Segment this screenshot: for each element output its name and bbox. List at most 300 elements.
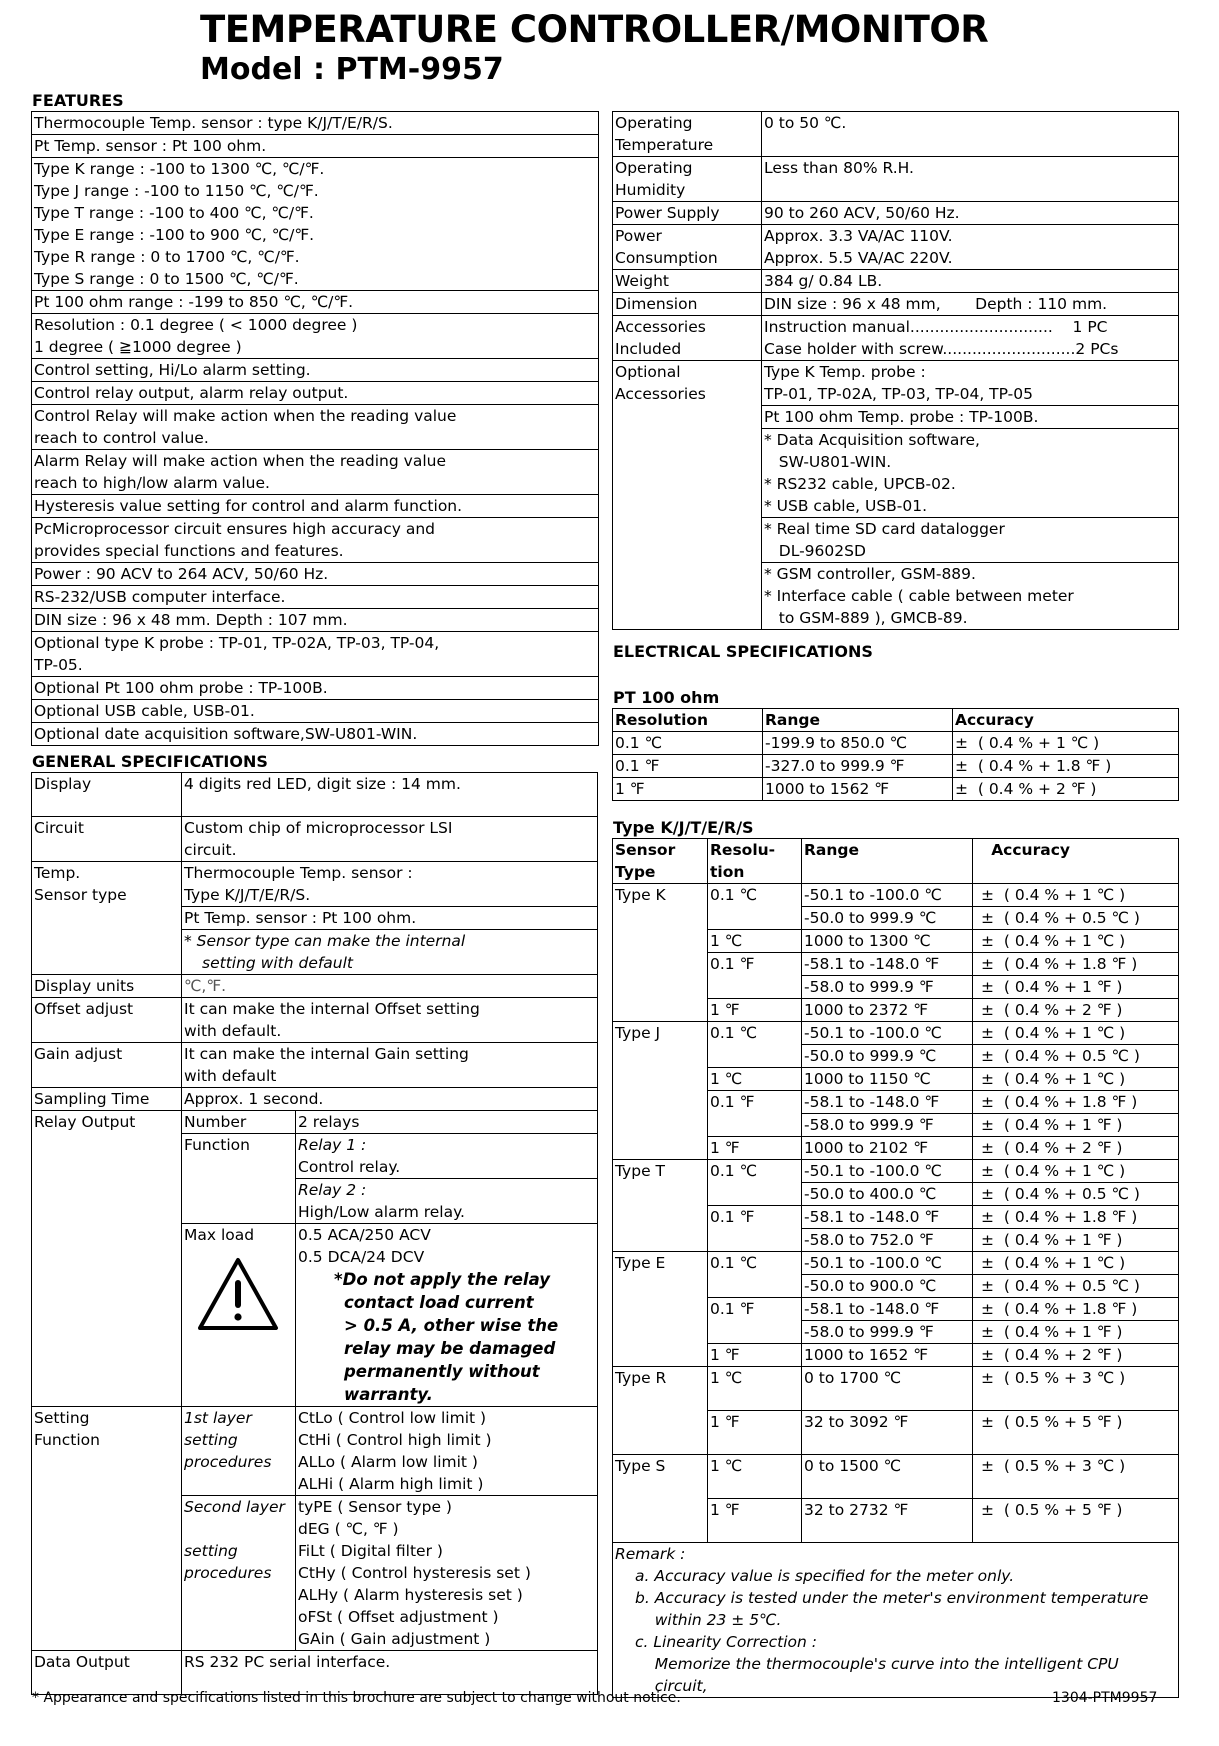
feature-line: PcMicroprocessor circuit ensures high accuracy and xyxy=(34,520,436,538)
feature-line: Thermocouple Temp. sensor : type K/J/T/E/R/S. xyxy=(34,114,393,132)
relay2-title: Relay 2 : xyxy=(298,1181,367,1199)
accuracy-cell: ± ( 0.4 % + 1.8 ℉ ) xyxy=(973,1091,1179,1114)
accuracy-cell: ± ( 0.4 % + 1.8 ℉ ) xyxy=(973,1206,1179,1229)
optional-accessory-line: SW-U801-WIN. xyxy=(764,453,892,471)
spec-value xyxy=(762,225,1179,270)
feature-row xyxy=(32,382,599,405)
accuracy-cell: ± ( 0.4 % + 1.8 ℉ ) xyxy=(973,953,1179,976)
spec-value-line: Less than 80% R.H. xyxy=(764,159,914,177)
range-cell: 0 to 1500 ℃ xyxy=(802,1455,973,1499)
feature-row xyxy=(32,495,599,518)
feature-row xyxy=(32,135,599,158)
table-row xyxy=(613,1455,1179,1499)
optional-accessory-group xyxy=(762,406,1179,429)
spec-value-line: 384 g/ 0.84 LB. xyxy=(764,272,883,290)
spec-label-line: Dimension xyxy=(615,295,698,313)
column-header xyxy=(973,839,1179,884)
accuracy-cell: ± ( 0.4 % + 1.8 ℉ ) xyxy=(973,1298,1179,1321)
column-header-line: Range xyxy=(804,841,860,859)
maxload-label: Max load xyxy=(184,1226,255,1244)
resolution-cell: 0.1 ℉ xyxy=(708,1298,802,1344)
optional-accessory-line: * RS232 cable, UPCB-02. xyxy=(764,475,956,493)
feature-line: Control relay output, alarm relay output. xyxy=(34,384,349,402)
spec-row-relay-number xyxy=(32,1111,598,1134)
spec-label xyxy=(613,270,762,293)
feature-line: Power : 90 ACV to 264 ACV, 50/60 Hz. xyxy=(34,565,329,583)
feature-line: RS-232/USB computer interface. xyxy=(34,588,286,606)
feature-line: Alarm Relay will make action when the reading value xyxy=(34,452,446,470)
line: procedures xyxy=(184,1564,272,1582)
table-row xyxy=(613,1160,1179,1183)
spec-value: ℃,℉. xyxy=(182,975,598,998)
feature-row xyxy=(32,405,599,450)
spec-row-layer1 xyxy=(32,1407,598,1496)
line: CtLo ( Control low limit ) xyxy=(298,1409,487,1427)
column-header-line: Accuracy xyxy=(975,841,1070,859)
spec-value-line: Thermocouple Temp. sensor : xyxy=(184,864,413,882)
spec-row-sensor-tc xyxy=(32,862,598,907)
accuracy-cell: ± ( 0.4 % + 1 ℃ ) xyxy=(973,1252,1179,1275)
line: ALHy ( Alarm hysteresis set ) xyxy=(298,1586,523,1604)
feature-item xyxy=(32,563,599,586)
spec-label xyxy=(613,202,762,225)
resolution-cell: 1 ℃ xyxy=(708,1068,802,1091)
spec-value-line: It can make the internal Offset setting xyxy=(184,1000,480,1018)
spec-label-line: Operating xyxy=(615,159,693,177)
maxload-dc: 0.5 DCA/24 DCV xyxy=(298,1248,425,1266)
line: tyPE ( Sensor type ) xyxy=(298,1498,452,1516)
line: dEG ( ℃, ℉ ) xyxy=(298,1520,399,1538)
feature-row xyxy=(32,586,599,609)
resolution-cell: 1 ℉ xyxy=(708,1411,802,1455)
resolution-cell: 0.1 ℃ xyxy=(708,884,802,930)
line: oFSt ( Offset adjustment ) xyxy=(298,1608,499,1626)
feature-line: reach to high/low alarm value. xyxy=(34,474,270,492)
electrical-specs-heading: ELECTRICAL SPECIFICATIONS xyxy=(613,642,873,661)
remark-line: Memorize the thermocouple's curve into the intelligent CPU xyxy=(635,1655,1119,1673)
warning-line: > 0.5 A, other wise the xyxy=(344,1316,559,1335)
warning-line: relay may be damaged xyxy=(344,1339,556,1358)
table-cell: ± ( 0.4 % + 2 ℉ ) xyxy=(953,778,1179,801)
spec-value-line: DIN size : 96 x 48 mm, Depth : 110 mm. xyxy=(764,295,1108,313)
spec-label: Gain adjust xyxy=(32,1043,182,1088)
spec-value xyxy=(182,1043,598,1088)
feature-row xyxy=(32,359,599,382)
sensor-type-cell: Type E xyxy=(613,1252,708,1367)
spec-value-line: with default. xyxy=(184,1022,282,1040)
warning-line: *Do not apply the relay xyxy=(334,1270,550,1289)
feature-row xyxy=(32,609,599,632)
spec-label xyxy=(613,157,762,202)
spec-value-line: Type K/J/T/E/R/S. xyxy=(184,886,311,904)
accuracy-cell: ± ( 0.4 % + 0.5 ℃ ) xyxy=(973,907,1179,930)
accuracy-cell: ± ( 0.5 % + 3 ℃ ) xyxy=(973,1367,1179,1411)
spec-label-line: Accessories xyxy=(615,318,706,336)
feature-item xyxy=(32,359,599,382)
range-cell: -50.0 to 900.0 ℃ xyxy=(802,1275,973,1298)
pt100-table xyxy=(612,708,1179,801)
layer1-items xyxy=(296,1407,598,1496)
optional-accessory-line: Type K Temp. probe : xyxy=(764,363,926,381)
feature-item xyxy=(32,518,599,563)
document-code: 1304-PTM9957 xyxy=(1052,1690,1158,1706)
spec-value xyxy=(182,817,598,862)
relay-sub-label: Function xyxy=(182,1134,296,1224)
remark-line: circuit, xyxy=(635,1677,708,1695)
optional-accessory-group xyxy=(762,518,1179,563)
resolution-cell: 0.1 ℃ xyxy=(708,1022,802,1068)
layer2-label xyxy=(182,1496,296,1651)
relay-sub-value: 2 relays xyxy=(296,1111,598,1134)
range-cell: 1000 to 1150 ℃ xyxy=(802,1068,973,1091)
general-specs-table xyxy=(31,772,598,1695)
spec-value-line: Custom chip of microprocessor LSI xyxy=(184,819,453,837)
spec-label: Display xyxy=(32,773,182,817)
optional-accessory-line: DL-9602SD xyxy=(764,542,866,560)
feature-item xyxy=(32,677,599,700)
spec-label-line: Humidity xyxy=(615,181,686,199)
remark-line: within 23 ± 5℃. xyxy=(635,1611,782,1629)
optional-accessory-line: * Data Acquisition software, xyxy=(764,431,980,449)
accuracy-cell: ± ( 0.4 % + 1 ℃ ) xyxy=(973,1160,1179,1183)
range-cell: -58.1 to -148.0 ℉ xyxy=(802,1298,973,1321)
spec-value xyxy=(762,202,1179,225)
feature-line: Type J range : -100 to 1150 ℃, ℃/℉. xyxy=(34,182,319,200)
accuracy-cell: ± ( 0.4 % + 1 ℃ ) xyxy=(973,930,1179,953)
spec-value xyxy=(182,998,598,1043)
column-header xyxy=(613,839,708,884)
feature-item xyxy=(32,158,599,291)
table-cell: ± ( 0.4 % + 1 ℃ ) xyxy=(953,732,1179,755)
feature-line: 1 degree ( ≧1000 degree ) xyxy=(34,338,242,356)
line: setting xyxy=(184,1542,238,1560)
feature-line: Optional Pt 100 ohm probe : TP-100B. xyxy=(34,679,328,697)
spec-value xyxy=(762,112,1179,157)
right-specs-table xyxy=(612,111,1179,630)
spec-label-line: Function xyxy=(34,1431,100,1449)
accuracy-cell: ± ( 0.4 % + 0.5 ℃ ) xyxy=(973,1045,1179,1068)
resolution-cell: 0.1 ℉ xyxy=(708,953,802,999)
feature-item xyxy=(32,314,599,359)
spec-label: Offset adjust xyxy=(32,998,182,1043)
spec-value xyxy=(762,157,1179,202)
column-header xyxy=(802,839,973,884)
feature-item xyxy=(32,112,599,135)
table-cell: 0.1 ℉ xyxy=(613,755,763,778)
spec-label-line: Consumption xyxy=(615,249,718,267)
spec-value-line: 0 to 50 ℃. xyxy=(764,114,847,132)
spec-label-line: Temp. xyxy=(34,864,81,882)
spec-value xyxy=(762,293,1179,316)
feature-line: Control setting, Hi/Lo alarm setting. xyxy=(34,361,311,379)
spec-value-line: 90 to 260 ACV, 50/60 Hz. xyxy=(764,204,960,222)
relay-sub-value xyxy=(296,1179,598,1224)
column-header-line: Type xyxy=(615,863,656,881)
line: 1st layer xyxy=(184,1409,252,1427)
range-cell: 1000 to 2372 ℉ xyxy=(802,999,973,1022)
spec-value xyxy=(762,270,1179,293)
spec-note-line: * Sensor type can make the internal xyxy=(184,932,466,950)
footer-notice: * Appearance and specifications listed in this brochure are subject to change without notice. xyxy=(32,1690,681,1706)
range-cell: -50.0 to 400.0 ℃ xyxy=(802,1183,973,1206)
relay-warning-text xyxy=(298,1268,595,1406)
tc-heading: Type K/J/T/E/R/S xyxy=(613,818,754,837)
feature-line: Optional type K probe : TP-01, TP-02A, TP-03, TP-04, xyxy=(34,634,440,652)
spec-label-line: Power Supply xyxy=(615,204,720,222)
range-cell: 32 to 3092 ℉ xyxy=(802,1411,973,1455)
feature-line: Optional USB cable, USB-01. xyxy=(34,702,255,720)
feature-line: Type K range : -100 to 1300 ℃, ℃/℉. xyxy=(34,160,325,178)
optional-accessory-line: to GSM-889 ), GMCB-89. xyxy=(764,609,968,627)
relay-sub-value xyxy=(296,1134,598,1179)
optional-accessory-line: TP-01, TP-02A, TP-03, TP-04, TP-05 xyxy=(764,385,1033,403)
spec-label-line: Operating xyxy=(615,114,693,132)
sensor-type-cell: Type S xyxy=(613,1455,708,1543)
layer1-label xyxy=(182,1407,296,1496)
right-spec-row xyxy=(613,157,1179,202)
column-header-line: Resolu- xyxy=(710,841,776,859)
relay1-title: Relay 1 : xyxy=(298,1136,367,1154)
feature-line: Resolution : 0.1 degree ( < 1000 degree ) xyxy=(34,316,358,334)
spec-label: Display units xyxy=(32,975,182,998)
accuracy-cell: ± ( 0.4 % + 2 ℉ ) xyxy=(973,1137,1179,1160)
spec-value: RS 232 PC serial interface. xyxy=(182,1651,598,1695)
column-header: Range xyxy=(763,709,953,732)
feature-line: Optional date acquisition software,SW-U801-WIN. xyxy=(34,725,418,743)
remark-line: c. Linearity Correction : xyxy=(635,1633,817,1651)
feature-item xyxy=(32,291,599,314)
accuracy-cell: ± ( 0.4 % + 0.5 ℃ ) xyxy=(973,1183,1179,1206)
range-cell: -58.0 to 999.9 ℉ xyxy=(802,1321,973,1344)
spec-value xyxy=(182,862,598,907)
range-cell: -58.1 to -148.0 ℉ xyxy=(802,1091,973,1114)
spec-label xyxy=(32,1407,182,1651)
resolution-cell: 0.1 ℉ xyxy=(708,1091,802,1137)
feature-item xyxy=(32,723,599,746)
feature-row xyxy=(32,518,599,563)
table-row xyxy=(613,732,1179,755)
feature-item xyxy=(32,135,599,158)
range-cell: 1000 to 1652 ℉ xyxy=(802,1344,973,1367)
accuracy-cell: ± ( 0.4 % + 2 ℉ ) xyxy=(973,999,1179,1022)
table-row xyxy=(613,778,1179,801)
relay1-desc: Control relay. xyxy=(298,1158,401,1176)
feature-item xyxy=(32,382,599,405)
spec-label-line: Weight xyxy=(615,272,670,290)
features-table xyxy=(31,111,599,746)
accuracy-cell: ± ( 0.5 % + 5 ℉ ) xyxy=(973,1411,1179,1455)
accuracy-cell: ± ( 0.4 % + 1 ℃ ) xyxy=(973,1022,1179,1045)
table-row xyxy=(613,1022,1179,1045)
sensor-type-cell: Type T xyxy=(613,1160,708,1252)
spec-label-line: Optional xyxy=(615,363,681,381)
range-cell: -50.0 to 999.9 ℃ xyxy=(802,907,973,930)
feature-line: Control Relay will make action when the reading value xyxy=(34,407,457,425)
spec-label xyxy=(613,225,762,270)
feature-row xyxy=(32,723,599,746)
resolution-cell: 1 ℉ xyxy=(708,1344,802,1367)
range-cell: -50.1 to -100.0 ℃ xyxy=(802,884,973,907)
spec-label-line: Included xyxy=(615,340,682,358)
table-row xyxy=(613,755,1179,778)
general-specs-heading: GENERAL SPECIFICATIONS xyxy=(32,752,268,771)
spec-value-line: Approx. 5.5 VA/AC 220V. xyxy=(764,249,953,267)
line: CtHy ( Control hysteresis set ) xyxy=(298,1564,531,1582)
accuracy-cell: ± ( 0.4 % + 2 ℉ ) xyxy=(973,1344,1179,1367)
spec-value: Pt Temp. sensor : Pt 100 ohm. xyxy=(182,907,598,930)
feature-line: reach to control value. xyxy=(34,429,209,447)
optional-accessory-group xyxy=(762,361,1179,406)
resolution-cell: 1 ℉ xyxy=(708,1499,802,1543)
range-cell: -58.1 to -148.0 ℉ xyxy=(802,1206,973,1229)
feature-row xyxy=(32,291,599,314)
right-spec-row xyxy=(613,316,1179,361)
right-spec-row xyxy=(613,293,1179,316)
accuracy-cell: ± ( 0.4 % + 0.5 ℃ ) xyxy=(973,1275,1179,1298)
feature-line: Type T range : -100 to 400 ℃, ℃/℉. xyxy=(34,204,314,222)
column-header-line: tion xyxy=(710,863,745,881)
feature-row xyxy=(32,314,599,359)
optional-accessory-line: * Real time SD card datalogger xyxy=(764,520,1005,538)
accuracy-cell: ± ( 0.4 % + 1 ℉ ) xyxy=(973,1114,1179,1137)
feature-line: Type E range : -100 to 900 ℃, ℃/℉. xyxy=(34,226,315,244)
spec-row-circuit xyxy=(32,817,598,862)
optional-accessory-line: * GSM controller, GSM-889. xyxy=(764,565,976,583)
feature-item xyxy=(32,495,599,518)
spec-label-line: Temperature xyxy=(615,136,714,154)
remark-line: a. Accuracy value is specified for the meter only. xyxy=(635,1567,1015,1585)
sensor-type-cell: Type J xyxy=(613,1022,708,1160)
warning-triangle-icon xyxy=(196,1256,293,1338)
optional-accessory-line: Pt 100 ohm Temp. probe : TP-100B. xyxy=(764,408,1039,426)
feature-row xyxy=(32,632,599,677)
table-cell: 1 ℉ xyxy=(613,778,763,801)
accuracy-cell: ± ( 0.4 % + 1 ℉ ) xyxy=(973,976,1179,999)
feature-row xyxy=(32,112,599,135)
spec-label-line: Sensor type xyxy=(34,886,127,904)
table-cell: -327.0 to 999.9 ℉ xyxy=(763,755,953,778)
accuracy-cell: ± ( 0.4 % + 1 ℃ ) xyxy=(973,1068,1179,1091)
maxload-ac: 0.5 ACA/250 ACV xyxy=(298,1226,431,1244)
right-spec-row xyxy=(613,202,1179,225)
feature-line: TP-05. xyxy=(34,656,83,674)
sensor-type-cell: Type K xyxy=(613,884,708,1022)
feature-row xyxy=(32,450,599,495)
accuracy-cell: ± ( 0.4 % + 1 ℉ ) xyxy=(973,1321,1179,1344)
range-cell: -50.1 to -100.0 ℃ xyxy=(802,1022,973,1045)
feature-line: DIN size : 96 x 48 mm. Depth : 107 mm. xyxy=(34,611,348,629)
spec-label: Relay Output xyxy=(32,1111,182,1407)
table-row xyxy=(613,1367,1179,1411)
spec-value xyxy=(762,316,1179,361)
resolution-cell: 1 ℃ xyxy=(708,1455,802,1499)
warning-line: warranty. xyxy=(344,1385,433,1404)
spec-value-line: It can make the internal Gain setting xyxy=(184,1045,469,1063)
range-cell: -58.1 to -148.0 ℉ xyxy=(802,953,973,976)
line xyxy=(184,1518,293,1540)
spec-label xyxy=(613,112,762,157)
resolution-cell: 0.1 ℃ xyxy=(708,1160,802,1206)
range-cell: 32 to 2732 ℉ xyxy=(802,1499,973,1543)
column-header: Resolution xyxy=(613,709,763,732)
resolution-cell: 0.1 ℃ xyxy=(708,1252,802,1298)
optional-accessory-row xyxy=(613,361,1179,406)
feature-line: Pt 100 ohm range : -199 to 850 ℃, ℃/℉. xyxy=(34,293,354,311)
feature-line: Type S range : 0 to 1500 ℃, ℃/℉. xyxy=(34,270,299,288)
range-cell: -58.0 to 999.9 ℉ xyxy=(802,976,973,999)
spec-value-line: Case holder with screw...........................2 PCs xyxy=(764,340,1119,358)
feature-item xyxy=(32,700,599,723)
table-row xyxy=(613,884,1179,907)
spec-label-line: Setting xyxy=(34,1409,90,1427)
spec-row-data-output xyxy=(32,1651,598,1695)
feature-item xyxy=(32,405,599,450)
line: CtHi ( Control high limit ) xyxy=(298,1431,492,1449)
accuracy-cell: ± ( 0.4 % + 1 ℉ ) xyxy=(973,1229,1179,1252)
remark-block xyxy=(613,1543,1179,1698)
range-cell: 1000 to 1300 ℃ xyxy=(802,930,973,953)
spec-label xyxy=(32,862,182,975)
feature-row xyxy=(32,158,599,291)
warning-line: contact load current xyxy=(344,1293,534,1312)
column-header: Accuracy xyxy=(953,709,1179,732)
spec-label xyxy=(613,361,762,630)
spec-row-gain xyxy=(32,1043,598,1088)
spec-label xyxy=(613,293,762,316)
optional-accessory-line: * Interface cable ( cable between meter xyxy=(764,587,1074,605)
table-cell: ± ( 0.4 % + 1.8 ℉ ) xyxy=(953,755,1179,778)
feature-item xyxy=(32,632,599,677)
feature-line: Hysteresis value setting for control and alarm function. xyxy=(34,497,463,515)
relay2-desc: High/Low alarm relay. xyxy=(298,1203,465,1221)
feature-line: Pt Temp. sensor : Pt 100 ohm. xyxy=(34,137,267,155)
pt100-heading: PT 100 ohm xyxy=(613,688,720,707)
range-cell: -50.1 to -100.0 ℃ xyxy=(802,1160,973,1183)
table-row xyxy=(613,1252,1179,1275)
spec-label-line: Accessories xyxy=(615,385,706,403)
spec-value: 4 digits red LED, digit size : 14 mm. xyxy=(182,773,598,817)
warning-line: permanently without xyxy=(344,1362,540,1381)
spec-row-sampling xyxy=(32,1088,598,1111)
spec-label xyxy=(613,316,762,361)
sensor-type-cell: Type R xyxy=(613,1367,708,1455)
line: procedures xyxy=(184,1453,272,1471)
feature-row xyxy=(32,677,599,700)
spec-value-line: with default xyxy=(184,1067,277,1085)
range-cell: -58.0 to 999.9 ℉ xyxy=(802,1114,973,1137)
tc-header-row xyxy=(613,839,1179,884)
spec-value-line: circuit. xyxy=(184,841,237,859)
spec-label: Sampling Time xyxy=(32,1088,182,1111)
resolution-cell: 0.1 ℉ xyxy=(708,1206,802,1252)
line: ALHi ( Alarm high limit ) xyxy=(298,1475,484,1493)
document-title: TEMPERATURE CONTROLLER/MONITOR xyxy=(200,8,989,51)
range-cell: -58.0 to 752.0 ℉ xyxy=(802,1229,973,1252)
accuracy-cell: ± ( 0.5 % + 5 ℉ ) xyxy=(973,1499,1179,1543)
accuracy-cell: ± ( 0.4 % + 1 ℃ ) xyxy=(973,884,1179,907)
spec-note xyxy=(182,930,598,975)
optional-accessory-group xyxy=(762,429,1179,518)
relay-sub-value xyxy=(296,1224,598,1407)
spec-value-line: Approx. 3.3 VA/AC 110V. xyxy=(764,227,953,245)
pt100-header-row xyxy=(613,709,1179,732)
range-cell: 0 to 1700 ℃ xyxy=(802,1367,973,1411)
thermocouple-table xyxy=(612,838,1179,1698)
remark-line: b. Accuracy is tested under the meter's environment temperature xyxy=(635,1589,1149,1607)
relay-sub-label: Number xyxy=(182,1111,296,1134)
column-header-line: Sensor xyxy=(615,841,676,859)
spec-note-line: setting with default xyxy=(202,954,354,972)
